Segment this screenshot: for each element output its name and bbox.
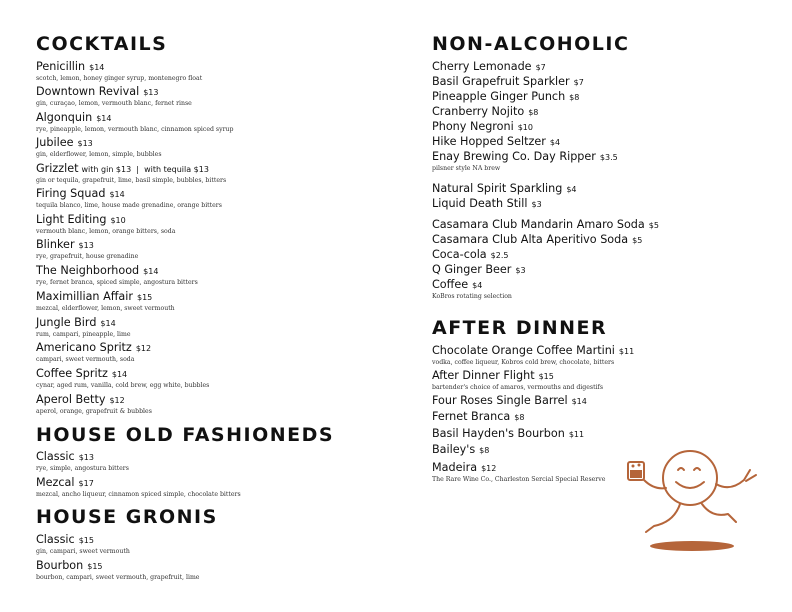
menu-item-price: $15 [538, 372, 554, 381]
menu-item-name: Blinker [36, 238, 75, 251]
menu-item-name: Basil Hayden's Bourbon [432, 427, 565, 440]
menu-item [36, 261, 198, 287]
menu-item-price: $13 [77, 139, 93, 148]
menu-item-price: $14 [89, 63, 105, 72]
mascot-illustration [612, 448, 777, 558]
menu-item [36, 184, 222, 210]
menu-item-description: gin, curaçao, lemon, vermouth blanc, fernet rinse [36, 100, 192, 107]
menu-item-description: bourbon, campari, sweet vermouth, grapefruit, lime [36, 574, 200, 581]
menu-item-price: $12 [135, 344, 152, 353]
menu-item-description: aperol, orange, grapefruit & bubbles [36, 408, 152, 415]
menu-item-price: $15 [78, 536, 94, 545]
old-fashioneds-heading: HOUSE OLD FASHIONEDS [36, 424, 335, 446]
menu-item-price: $15 [137, 293, 153, 302]
menu-item [36, 556, 199, 582]
menu-item-name: Fernet Branca [432, 410, 511, 423]
menu-item [36, 82, 192, 108]
menu-item-name: Liquid Death Still [432, 197, 528, 210]
menu-item-name: Pineapple Ginger Punch [432, 90, 566, 103]
after-dinner-heading: AFTER DINNER [432, 317, 608, 339]
menu-item [432, 194, 542, 212]
menu-item [36, 338, 151, 364]
menu-item-name: Classic [36, 533, 75, 546]
menu-item-price: $13 [143, 88, 159, 97]
mascot-left-leg [646, 504, 680, 532]
menu-item [36, 108, 234, 134]
menu-item-name: Q Ginger Beer [432, 263, 512, 276]
menu-item-description: scotch, lemon, honey ginger syrup, montenegro float [36, 75, 203, 82]
menu-item [36, 133, 162, 159]
menu-item-description: gin, elderflower, lemon, simple, bubbles [36, 151, 162, 158]
menu-item-price: $2.5 [490, 251, 509, 260]
menu-item-name: Cranberry Nojito [432, 105, 525, 118]
menu-item-price: $11 [568, 430, 585, 439]
menu-item [36, 287, 175, 313]
menu-item-description: rum, campari, pineapple, lime [36, 331, 131, 338]
menu-item-price: $5 [632, 236, 643, 245]
mascot-eye-left [678, 468, 684, 470]
menu-item-name: Grizzlet [36, 162, 79, 175]
menu-item-price: $12 [109, 396, 125, 405]
menu-item-description: rye, pineapple, lemon, vermouth blanc, cinnamon spiced syrup [36, 126, 234, 133]
menu-item-name: Downtown Revival [36, 85, 140, 98]
menu-item [432, 407, 524, 425]
menu-item-price-options: with gin $13 | with tequila $13 [81, 165, 209, 174]
cocktails-heading: COCKTAILS [36, 33, 168, 55]
menu-item-name: Four Roses Single Barrel [432, 394, 568, 407]
menu-item-description: mezcal, ancho liqueur, cinnamon spiced simple, chocolate bitters [36, 491, 241, 498]
menu-item-price: $3.5 [599, 153, 618, 162]
menu-item-price: $14 [96, 114, 112, 123]
menu-item-name: Americano Spritz [36, 341, 132, 354]
menu-item-name: Natural Spirit Sparkling [432, 182, 563, 195]
menu-item [432, 458, 605, 484]
menu-item-name: Aperol Betty [36, 393, 106, 406]
menu-item-price: $4 [472, 281, 483, 290]
menu-item-name: Coffee [432, 278, 469, 291]
mascot-smile [676, 482, 704, 488]
menu-item-name: Enay Brewing Co. Day Ripper [432, 150, 596, 163]
menu-item-price: $3 [515, 266, 526, 275]
menu-item [36, 235, 138, 261]
menu-item-description: bartender's choice of amaros, vermouths and digestifs [432, 384, 604, 391]
menu-item-name: Maximillian Affair [36, 290, 133, 303]
menu-item-name: Jubilee [36, 136, 74, 149]
menu-item-price: $14 [143, 267, 159, 276]
menu-item [36, 530, 130, 556]
menu-item-price: $10 [517, 123, 533, 132]
menu-item-name: Casamara Club Mandarin Amaro Soda [432, 218, 645, 231]
menu-item-price: $3 [531, 200, 542, 209]
menu-item-name: Cherry Lemonade [432, 60, 532, 73]
menu-item-price: $8 [479, 446, 490, 455]
menu-item-name: Phony Negroni [432, 120, 514, 133]
non-alcoholic-heading: NON-ALCOHOLIC [432, 33, 630, 55]
menu-item-description: The Rare Wine Co., Charleston Sercial Special Reserve [432, 476, 606, 483]
menu-item [36, 210, 175, 236]
menu-item-name: Coffee Spritz [36, 367, 108, 380]
menu-item [36, 313, 131, 339]
menu-item-description: cynar, aged rum, vanilla, cold brew, egg white, bubbles [36, 382, 210, 389]
menu-item-price: $14 [111, 370, 128, 379]
menu-item [36, 57, 202, 83]
menu-item [432, 440, 489, 458]
menu-item [36, 473, 241, 499]
menu-item-description: pilsner style NA brew [432, 165, 501, 172]
menu-item-price: $8 [569, 93, 580, 102]
menu-item-price: $14 [571, 397, 587, 406]
menu-item-description: vermouth blanc, lemon, orange bitters, soda [36, 228, 176, 235]
menu-item-name: After Dinner Flight [432, 369, 535, 382]
menu-item [36, 364, 209, 390]
menu-item [36, 390, 152, 416]
menu-item-name: Madeira [432, 461, 478, 474]
menu-item-price: $7 [573, 78, 584, 87]
menu-item-price: $15 [87, 562, 103, 571]
menu-item-name: Classic [36, 450, 75, 463]
menu-item-name: The Neighborhood [36, 264, 140, 277]
menu-item [36, 447, 129, 473]
menu-item-description: tequila blanco, lime, house made grenadine, orange bitters [36, 202, 222, 209]
menu-item-name: Penicillin [36, 60, 86, 73]
menu-item-name: Casamara Club Alta Aperitivo Soda [432, 233, 629, 246]
menu-item-description: rye, grapefruit, house grenadine [36, 253, 139, 260]
menu-item-description: rye, fernet branca, spiced simple, angostura bitters [36, 279, 198, 286]
menu-item-name: Mezcal [36, 476, 75, 489]
menu-item-name: Bourbon [36, 559, 84, 572]
mascot-shadow [650, 541, 734, 551]
menu-item-price: $12 [481, 464, 497, 473]
mascot-eye-right [694, 468, 700, 470]
menu-item-name: Firing Squad [36, 187, 106, 200]
menu-item [432, 341, 634, 367]
gronis-heading: HOUSE GRONIS [36, 506, 218, 528]
menu-item-description: campari, sweet vermouth, soda [36, 356, 135, 363]
menu-item-price: $4 [549, 138, 561, 147]
menu-item-name: Basil Grapefruit Sparkler [432, 75, 570, 88]
menu-item [432, 366, 603, 392]
menu-item-description: mezcal, elderflower, lemon, sweet vermouth [36, 305, 175, 312]
menu-item-price: $13 [78, 241, 94, 250]
menu-item-description: vodka, coffee liqueur, Kobros cold brew, chocolate, bitters [432, 359, 615, 366]
menu-item-name: Bailey's [432, 443, 476, 456]
menu-item-price: $17 [78, 479, 94, 488]
menu-item-price: $10 [110, 216, 126, 225]
menu-item-price: $8 [528, 108, 539, 117]
menu-item-name: Hike Hopped Seltzer [432, 135, 546, 148]
menu-item-description: gin, campari, sweet vermouth [36, 548, 130, 555]
menu-item-description: gin or tequila, grapefruit, lime, basil simple, bubbles, bitters [36, 177, 227, 184]
menu-item-name: Chocolate Orange Coffee Martini [432, 344, 615, 357]
menu-item-price: $5 [648, 221, 659, 230]
mascot-glass-icon [628, 462, 644, 480]
menu-item-description: rye, simple, angostura bitters [36, 465, 129, 472]
menu-item-price: $14 [100, 319, 116, 328]
menu-item-price: $8 [514, 413, 525, 422]
menu-item [432, 147, 618, 173]
menu-item-price: $4 [566, 185, 577, 194]
mascot-head [663, 451, 717, 505]
menu-item [432, 275, 512, 301]
menu-item-name: Algonquin [36, 111, 93, 124]
menu-item-name: Light Editing [36, 213, 107, 226]
menu-item-price: $14 [109, 190, 125, 199]
menu-item-description: KoBros rotating selection [432, 293, 512, 300]
mascot-right-arm [716, 480, 744, 487]
mascot-peace-fingers [744, 470, 756, 481]
menu-item-name: Coca-cola [432, 248, 487, 261]
menu-item-name: Jungle Bird [36, 316, 97, 329]
menu-item-price: $11 [618, 347, 635, 356]
menu-item [36, 159, 226, 185]
menu-item-price: $13 [78, 453, 94, 462]
menu-item-price: $7 [535, 63, 546, 72]
mascot-right-leg [702, 504, 736, 522]
